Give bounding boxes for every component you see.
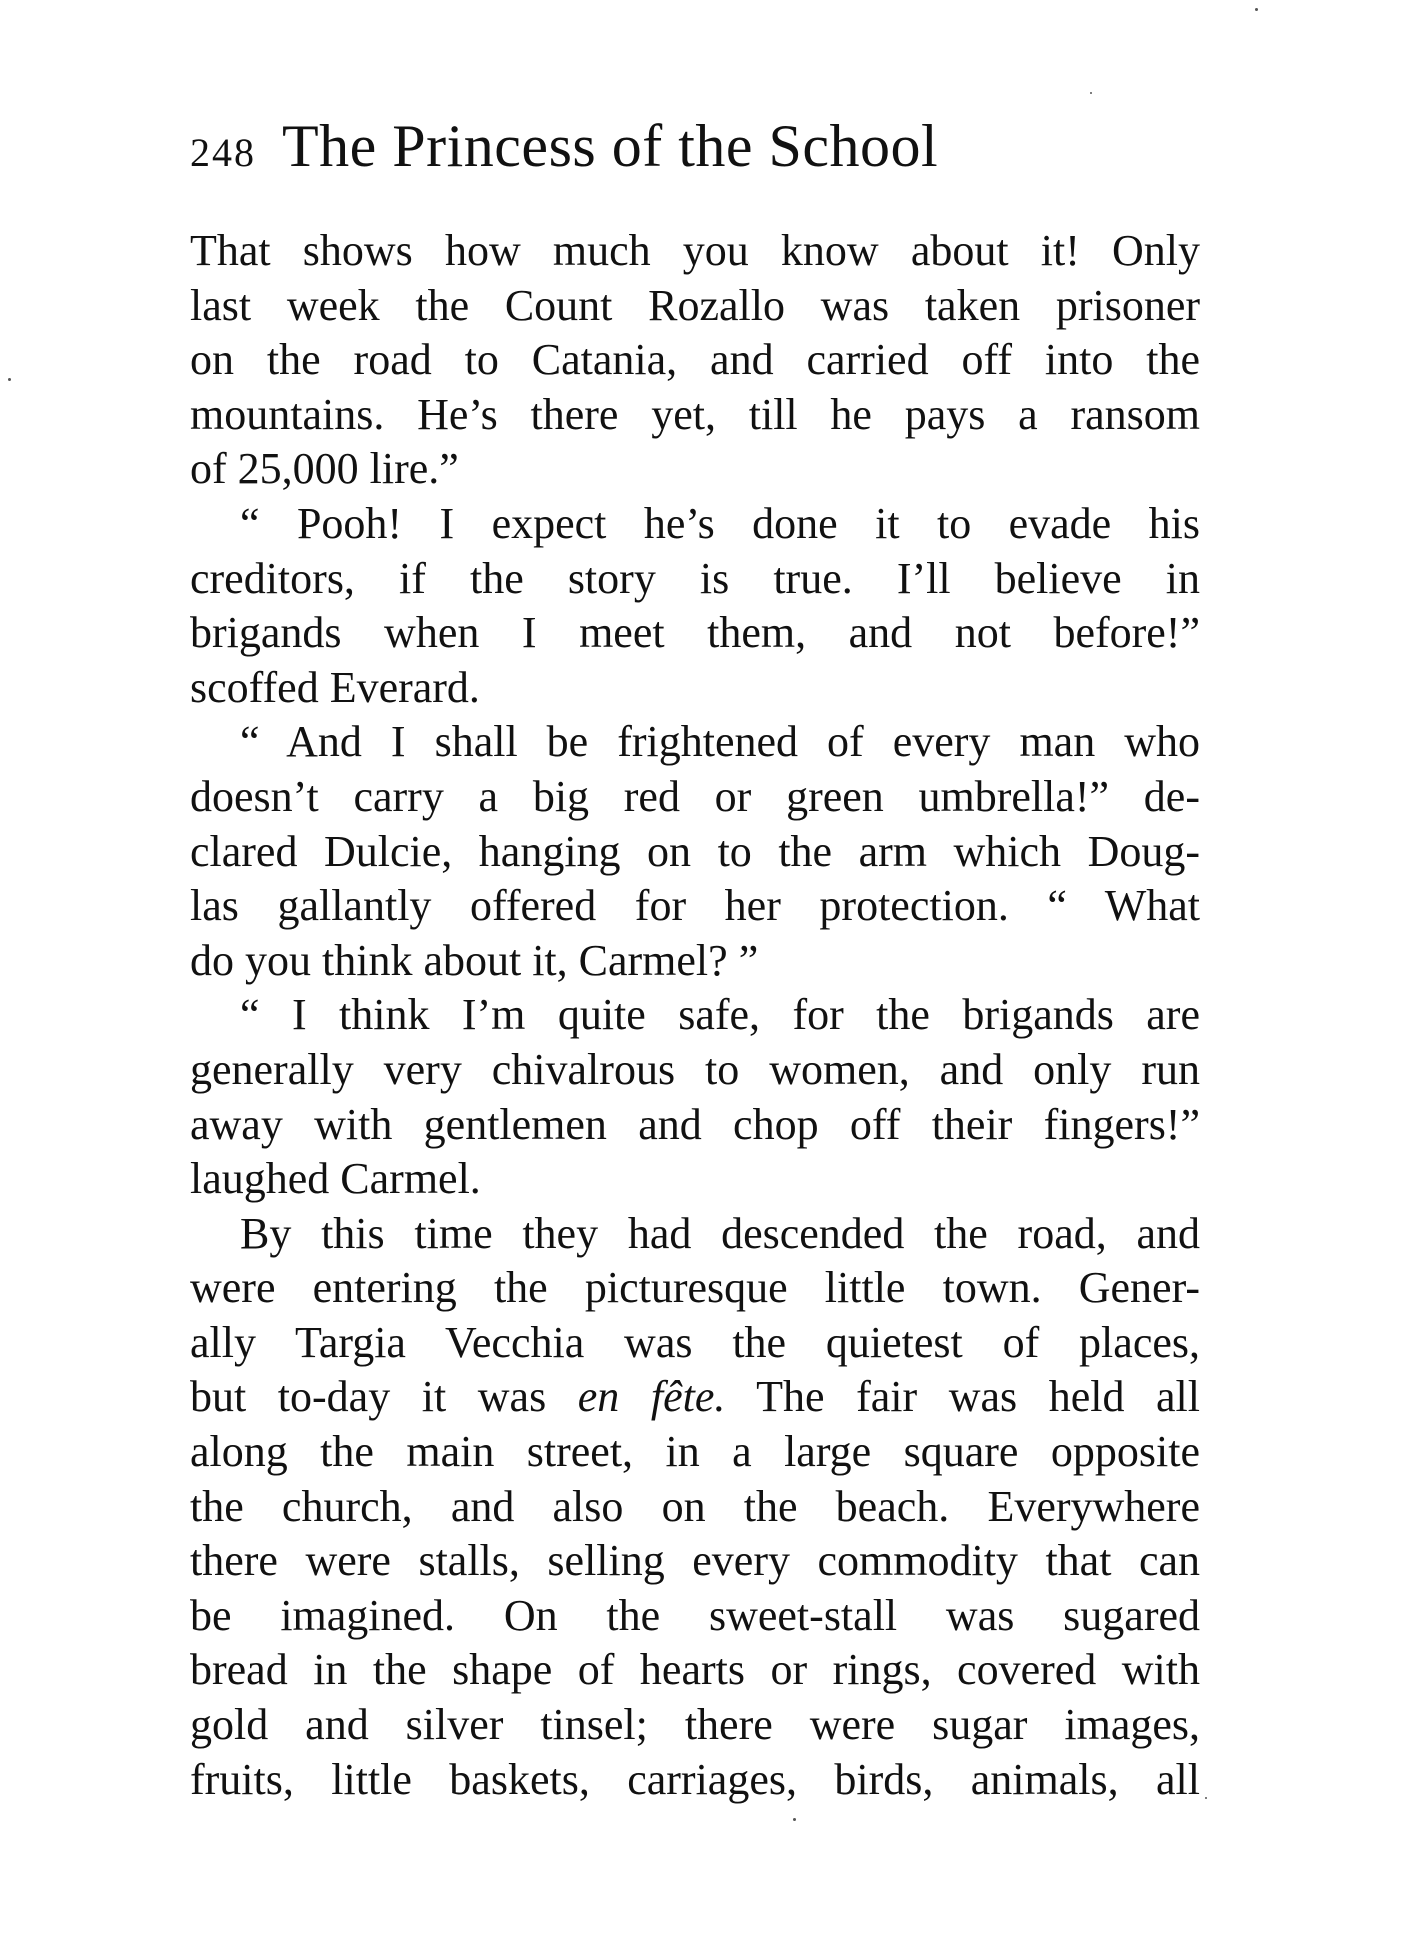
page-number: 248 [190, 130, 256, 175]
text-line: “ Pooh! I expect he’s done it to evade his [240, 498, 1200, 548]
text-line: creditors, if the story is true. I’ll believe in [190, 553, 1200, 603]
text-line: generally very chivalrous to women, and only run [190, 1044, 1200, 1094]
text-line: doesn’t carry a big red or green umbrella!” de- [190, 771, 1200, 821]
text-line: the church, and also on the beach. Everywhere [190, 1481, 1200, 1531]
running-head [190, 112, 1200, 192]
scan-speck [1090, 92, 1092, 94]
body-text [190, 224, 1200, 1807]
scan-speck [793, 1818, 796, 1821]
text-line: gold and silver tinsel; there were sugar images, [190, 1700, 1200, 1750]
text-line: away with gentlemen and chop off their fingers!” [190, 1099, 1200, 1149]
text-line: brigands when I meet them, and not before!” [190, 608, 1200, 658]
scan-speck [1255, 8, 1258, 11]
scan-speck [8, 378, 11, 381]
text-segment: but to-day it was [190, 1372, 578, 1422]
text-line [190, 1370, 1200, 1425]
text-line: las gallantly offered for her protection. “ What [190, 881, 1200, 931]
text-line: were entering the picturesque little town. Gener- [190, 1263, 1200, 1313]
text-line: mountains. He’s there yet, till he pays a ransom [190, 389, 1200, 439]
text-line: bread in the shape of hearts or rings, covered with [190, 1645, 1200, 1695]
text-line: scoffed Everard. [190, 662, 480, 712]
text-line: there were stalls, selling every commodity that can [190, 1536, 1200, 1586]
text-line: ally Targia Vecchia was the quietest of places, [190, 1317, 1200, 1367]
book-title: The Princess of the School [282, 113, 939, 179]
text-line: be imagined. On the sweet-stall was sugared [190, 1590, 1200, 1640]
text-line: on the road to Catania, and carried off into the [190, 335, 1200, 385]
text-line: That shows how much you know about it! Only [190, 226, 1200, 275]
text-line: By this time they had descended the road, and [240, 1208, 1200, 1258]
text-line: clared Dulcie, hanging on to the arm which Doug- [190, 826, 1200, 876]
text-line: “ I think I’m quite safe, for the brigands are [240, 990, 1200, 1040]
scan-speck [1205, 1797, 1207, 1799]
text-line: fruits, little baskets, carriages, birds, animals, all [190, 1754, 1200, 1804]
text-line: do you think about it, Carmel? ” [190, 935, 759, 985]
text-line: last week the Count Rozallo was taken prisoner [190, 280, 1200, 330]
text-line: of 25,000 lire.” [190, 444, 459, 494]
italic-phrase: en fête. [577, 1372, 726, 1422]
text-line: along the main street, in a large square opposite [190, 1427, 1200, 1477]
text-segment: The fair was held all [725, 1372, 1200, 1422]
text-line: laughed Carmel. [190, 1154, 481, 1204]
text-line: “ And I shall be frightened of every man who [240, 717, 1200, 767]
